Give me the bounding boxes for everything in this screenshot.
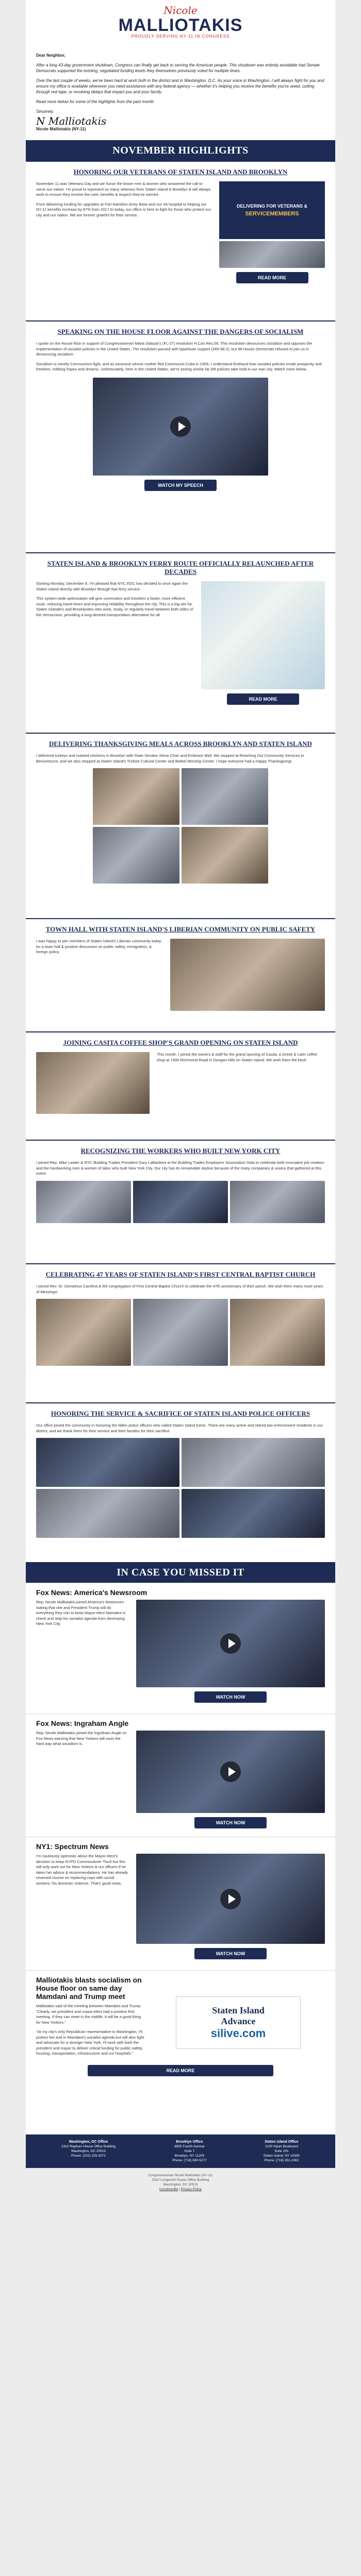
veterans-poster <box>219 181 325 239</box>
bottom-legal <box>0 2168 361 2200</box>
play-icon[interactable] <box>220 1761 241 1782</box>
masthead <box>26 0 335 47</box>
office-line: Staten Island, NY 10305 <box>263 2154 300 2158</box>
link-separator: | <box>178 2188 180 2191</box>
advance-read-more-button[interactable]: READ MORE <box>88 2065 273 2076</box>
intro-letter <box>26 47 335 140</box>
play-icon[interactable] <box>170 416 191 437</box>
workers-photos <box>36 1181 325 1223</box>
ferry-p2: This system-wide optimization will give commuters and travelers a faster, more efficient route, reducing travel times and improving reliability throughout the city. This is a big win for Staten Islanders and Brooklynites who work, study, or regularly travel between both sides of the Verrazzano, providing a long-desired transportation alternative for all. <box>36 596 193 617</box>
workers-photo <box>230 1181 325 1223</box>
office-phone: Phone: (718) 630-5277 <box>172 2159 207 2162</box>
veterans-read-more-button[interactable]: READ MORE <box>236 272 308 283</box>
masthead-name: MALLIOTAKIS <box>118 15 243 35</box>
news-item-0 <box>26 1583 335 1714</box>
footer-offices <box>26 2134 335 2168</box>
office-line: 8505 Fourth Avenue <box>174 2145 205 2148</box>
veterans-p2: From delivering funding for upgrades at Fort Hamilton Army Base and our VA hospital to helping our NY-11 benefits increase by 67% from 2017 to today, our office is here to fight for those who protect our city and our nation. We are forever grateful for their service. <box>36 201 211 217</box>
thanksgiving-title: DELIVERING THANKSGIVING MEALS ACROSS BROOKLYN AND STATEN ISLAND <box>49 740 312 748</box>
signature: N Malliotakis <box>36 115 107 127</box>
office-phone: Phone: (202) 225-3371 <box>71 2154 106 2158</box>
townhall-title: TOWN HALL WITH STATEN ISLAND'S LIBERIAN COMMUNITY ON PUBLIC SAFETY <box>45 925 316 933</box>
signed-name: Nicole Malliotakis (NY-11) <box>36 127 86 131</box>
news-item-1 <box>26 1714 335 1837</box>
news-item-2 <box>26 1837 335 1970</box>
unsubscribe-link[interactable]: Unsubscribe <box>159 2188 178 2191</box>
office-staten-island <box>264 2140 300 2163</box>
greeting: Dear Neighbor, <box>36 53 65 58</box>
ferry-p1: Starting Monday, December 8, I'm pleased that NYC EDC has decided to once again the Staten Island directly with Brooklyn through fast ferry service. <box>36 581 188 591</box>
section-coffee <box>26 1031 335 1140</box>
socialism-p2: Socialism is merely Communism-light, and as someone whose mother fled Communist Cuba in 1959, I understand firsthand how socialist policies erode prosperity and freedom, robbing hopes and dreams. Unfortunately, here in the United States, we're seeing similar far left policies take hold in our own city. Watch more below. <box>36 361 322 371</box>
masthead-tagline: PROUDLY SERVING NY-11 IN CONGRESS <box>131 34 230 39</box>
police-photo <box>36 1489 179 1538</box>
thanksgiving-p1: I delivered turkeys and roasted chickens in Brooklyn with State Senator Steve Chan and Embrace Mall. We stopped at Reaching Out Community Services in Bensonhurst, and we also stopped at Staten Island's Turkish Cultural Center and Bethel Worship Center. I hope everyone had a Happy Thanksgiving! <box>36 753 304 764</box>
privacy-policy-link[interactable]: Privacy Policy <box>180 2188 202 2191</box>
veterans-p1: November 11 was Veterans Day and we honor the brave men & women who answered the call to serve our nation. I'm proud to represent so many veterans from Staten Island & Brooklyn & will always work to ensure they receive the care, benefits & respect they've earned. <box>36 181 211 197</box>
legal-line: 2310 Longworth House Office Building <box>152 2178 209 2182</box>
news-video[interactable] <box>136 1600 325 1687</box>
section-police <box>26 1402 335 1562</box>
office-line: 2310 Rayburn House Office Building <box>61 2145 116 2148</box>
office-line: Suite 201 <box>274 2149 289 2153</box>
section-veterans <box>26 161 335 320</box>
office-brooklyn <box>172 2140 207 2163</box>
intro-p2: Over the last couple of weeks, we've been hard at work both in the district and in Washington, D.C. As your voice in Washington, I will always fight for you and ensure my office is available whenever you need assistance with any federal agency — whether it's helping you receive the benefits you're owed, cutting through red tape, or resolving delays that impact you and your family. <box>36 78 324 94</box>
coffee-title: JOINING CASITA COFFEE SHOP'S GRAND OPENING ON STATEN ISLAND <box>63 1039 298 1046</box>
band-highlights: NOVEMBER HIGHLIGHTS <box>26 140 335 161</box>
advance-logo-line1: Staten Island <box>212 2005 265 2015</box>
watch-now-button[interactable]: WATCH NOW <box>194 1817 267 1828</box>
ferry-read-more-button[interactable]: READ MORE <box>227 693 299 705</box>
baptist-title: CELEBRATING 47 YEARS OF STATEN ISLAND'S FIRST CENTRAL BAPTIST CHURCH <box>45 1270 316 1278</box>
baptist-photo <box>230 1299 325 1366</box>
baptist-photos <box>36 1299 325 1366</box>
thanksgiving-photo <box>182 827 268 884</box>
thanksgiving-photo <box>93 768 179 825</box>
news-title: Fox News: Ingraham Angle <box>36 1719 129 1727</box>
socialism-title: SPEAKING ON THE HOUSE FLOOR AGAINST THE DANGERS OF SOCIALISM <box>57 328 304 335</box>
office-name: Staten Island Office <box>265 2140 299 2144</box>
townhall-p1: I was happy to join members of Staten Island's Liberian community today for a town hall & positive discussion on public safety, immigration, & foreign policy. <box>36 939 161 954</box>
thanksgiving-photos <box>93 768 268 884</box>
office-phone: Phone: (718) 351-1062 <box>264 2159 299 2162</box>
office-name: Washington, DC Office <box>69 2140 108 2144</box>
legal-line: Congresswoman Nicole Malliotakis (NY-11) <box>148 2174 213 2177</box>
police-photo <box>182 1438 325 1487</box>
veterans-photo <box>219 241 325 268</box>
coffee-p1: This month, I joined the owners & staff for the grand opening of Casita, a Greek & Latin coffee shop at 7495 Richmond Road in Dongan Hills on Staten Island. We wish them the best! <box>157 1052 318 1062</box>
section-socialism <box>26 320 335 552</box>
baptist-photo <box>133 1299 228 1366</box>
band-missed: IN CASE YOU MISSED IT <box>26 1562 335 1583</box>
section-townhall <box>26 918 335 1031</box>
closing: Sincerely, <box>36 109 54 114</box>
baptist-p1: I joined Rev. Dr. Demetrius Carolina & the congregation of First Central Baptist Church to celebrate the 47th anniversary of their parish. We wish them many more years of blessings! <box>36 1284 323 1294</box>
section-baptist <box>26 1263 335 1402</box>
ferry-title: STATEN ISLAND & BROOKLYN FERRY ROUTE OFFICIALLY RELAUNCHED AFTER DECADES <box>47 560 314 575</box>
news-body: Rep. Nicole Malliotakis joined the Ingraham Angle on Fox News warning that New Yorkers will soon the hard way what socialism is. <box>36 1731 127 1746</box>
section-thanksgiving <box>26 733 335 918</box>
play-icon[interactable] <box>220 1889 241 1909</box>
news-video[interactable] <box>136 1731 325 1813</box>
workers-photo <box>133 1181 228 1223</box>
office-line: Washington, DC 20515 <box>71 2149 106 2153</box>
watch-now-button[interactable]: WATCH NOW <box>194 1691 267 1703</box>
advance-body1: Malliotakis said of the meeting between Mamdani and Trump: "Clearly, we president and mayor-elect had a positive first meeting. If they can meet in the middle, it will be a good thing for New Yorkers." <box>36 2004 141 2025</box>
watch-now-button[interactable]: WATCH NOW <box>194 1948 267 1959</box>
veterans-title: HONORING OUR VETERANS OF STATEN ISLAND AND BROOKLYN <box>73 168 288 176</box>
legal-line: Washington, DC 20515 <box>163 2183 198 2187</box>
police-photos <box>36 1438 325 1538</box>
news-video[interactable] <box>136 1854 325 1944</box>
thanksgiving-photo <box>182 768 268 825</box>
coffee-photo <box>36 1052 150 1114</box>
baptist-photo <box>36 1299 131 1366</box>
workers-photo <box>36 1181 131 1223</box>
advance-body2: "At my city's only Republican representative in Washington, I'll protect her and in Mamdani's socialist agenda but will also fight and advocate for a stronger New York. I'll work with both the president and mayor to deliver critical funding for public safety, housing, transportation, infrastructure and our hospitals." <box>36 2029 144 2056</box>
play-icon[interactable] <box>220 1633 241 1654</box>
news-body: I'm cautiously optimistic about the Mayor-elect's decision to keep NYPD Commissioner Tisch but this will only work out for New Yorkers & our officers if he takes her advice & recommendations. He has already reversed course on replacing cops with social workers; his domestic violence. That's good news. <box>36 1854 128 1886</box>
townhall-photo <box>170 939 325 1011</box>
news-title: NY1: Spectrum News <box>36 1842 109 1851</box>
newsletter <box>26 0 335 2168</box>
news-body: Rep. Nicole Malliotakis joined America's Newsroom stating that she and President Trump will do everything they can to keep Mayor-elect Mamdani in check and stop his socialist agenda from destroying New York City. <box>36 1600 126 1626</box>
thanksgiving-photo <box>93 827 179 884</box>
police-photo <box>182 1489 325 1538</box>
office-line: 2100 Hylan Boulevard <box>265 2145 298 2148</box>
ferry-map <box>201 581 325 689</box>
workers-p1: I joined Rep. Mike Lawler & NYC Building Trades President Gary LaBarbera at the Building Trades Employers' Association Gala to celebrate both innovative job creators and the hardworking men & women of labor who built New York City. Our city has its remarkable skyline because of the many companies & unions that gathered at this event. <box>36 1160 324 1176</box>
news-title: Fox News: America's Newsroom <box>36 1588 147 1597</box>
masthead-script: Nicole <box>163 4 198 16</box>
news-advance <box>26 1970 335 2134</box>
advance-logo <box>176 1996 301 2049</box>
poster-line1: DELIVERING FOR VETERANS & <box>236 204 307 209</box>
advance-title: Malliotakis blasts socialism on House floor on same day Mamdani and Trump meet <box>36 1976 142 2001</box>
office-dc <box>61 2140 116 2163</box>
police-title: HONORING THE SERVICE & SACRIFICE OF STATEN ISLAND POLICE OFFICERS <box>51 1410 310 1417</box>
advance-logo-line3: silive.com <box>210 2027 266 2040</box>
office-line: Suite 7 <box>184 2149 195 2153</box>
intro-p3: Read more below for some of the highlights from the past month. <box>36 99 155 104</box>
workers-title: RECOGNIZING THE WORKERS WHO BUILT NEW YORK CITY <box>80 1147 281 1155</box>
section-workers <box>26 1140 335 1263</box>
office-line: Brooklyn, NY 11209 <box>174 2154 204 2158</box>
police-photo <box>36 1438 179 1487</box>
section-ferry <box>26 552 335 733</box>
office-name: Brooklyn Office <box>176 2140 203 2144</box>
police-p1: Our office joined the community in honoring the fallen police officers who called Staten Island home. There are many active and retired law enforcement residents in our district, and we thank them for their service and their families for their sacrifice. <box>36 1423 323 1433</box>
watch-speech-button[interactable]: WATCH MY SPEECH <box>144 480 217 491</box>
advance-logo-line2: Advance <box>221 2016 256 2026</box>
intro-p1: After a long 43-day government shutdown, Congress can finally get back to serving the American people. This shutdown was entirely avoidable had Senate Democrats supported the existing, negotiated funding levels they themselves previously voted for multiple times. <box>36 63 320 73</box>
socialism-p1: I spoke on the House floor in support of Congresswoman Maria Salazar's (FL-27) resolution H.Con.Res.58. This resolution denounces socialism and opposes the implementation of socialist policies in the United States. The resolution passed with bipartisan support (285-98-2), but 98 House Democrats refused to join us in denouncing socialism. <box>36 341 313 357</box>
poster-line2: SERVICEMEMBERS <box>245 211 299 217</box>
socialism-video[interactable] <box>93 378 268 476</box>
